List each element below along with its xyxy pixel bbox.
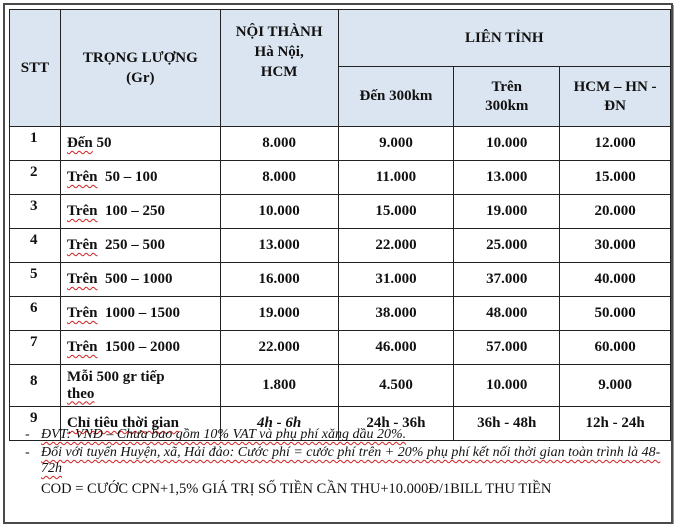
row-weight-word: Trên <box>66 271 98 287</box>
row-number: 8 <box>10 365 61 407</box>
row-number: 6 <box>10 297 61 331</box>
row-weight-range: 100 – 250 <box>97 203 165 219</box>
row-300km-price: 11.000 <box>338 161 454 195</box>
row-weight-word: Trên <box>66 305 98 321</box>
row-weight-line1: Mỗi 500 gr tiếp <box>66 368 165 385</box>
row-hcm-hn-dn-price: 9.000 <box>560 365 671 407</box>
price-table-frame <box>3 3 673 524</box>
row-300km-price: 31.000 <box>338 263 454 297</box>
table-row <box>10 331 671 365</box>
row-weight-range: 1000 – 1500 <box>97 305 180 321</box>
row-number: 9 <box>10 407 61 441</box>
row-over300km-price: 10.000 <box>454 365 560 407</box>
header-hcm-hn-dn-line1: HCM – HN - <box>573 78 657 95</box>
row-inner-price: 16.000 <box>220 263 338 297</box>
row-hcm-hn-dn-price: 40.000 <box>560 263 671 297</box>
header-inner-line1: NỘI THÀNH <box>235 24 323 40</box>
row-hcm-hn-dn-price: 15.000 <box>560 161 671 195</box>
row-inner-time: 4h - 6h <box>220 407 338 441</box>
row-number: 3 <box>10 195 61 229</box>
header-inter-province: LIÊN TỈNH <box>338 10 670 67</box>
row-inner-price: 13.000 <box>220 229 338 263</box>
row-weight <box>60 161 220 195</box>
row-inner-price: 22.000 <box>220 331 338 365</box>
row-300km-price: 15.000 <box>338 195 454 229</box>
row-number: 5 <box>10 263 61 297</box>
row-over300km-price: 48.000 <box>454 297 560 331</box>
header-inner-line2: Hà Nội, <box>254 44 304 60</box>
row-over300km-price: 57.000 <box>454 331 560 365</box>
row-number: 4 <box>10 229 61 263</box>
row-number: 7 <box>10 331 61 365</box>
table-row <box>10 161 671 195</box>
header-weight <box>60 10 220 127</box>
notes-section <box>19 427 669 498</box>
row-weight-range: 500 – 1000 <box>97 271 173 287</box>
row-hcm-hn-dn-price: 50.000 <box>560 297 671 331</box>
header-over-300km <box>454 67 560 127</box>
header-hcm-hn-dn <box>560 67 671 127</box>
row-weight-range: 1500 – 2000 <box>97 339 180 355</box>
row-300km-time: 24h - 36h <box>338 407 454 441</box>
table-row <box>10 297 671 331</box>
row-over300km-price: 37.000 <box>454 263 560 297</box>
row-300km-price: 38.000 <box>338 297 454 331</box>
header-over-300km-line1: Trên <box>491 78 523 95</box>
row-weight-word: Trên <box>66 203 98 219</box>
row-inner-price: 19.000 <box>220 297 338 331</box>
row-weight-word: Trên <box>66 237 98 253</box>
header-weight-line2: (Gr) <box>126 70 155 86</box>
row-number: 1 <box>10 127 61 161</box>
row-time-label-text: Chỉ tiêu thời gian <box>66 415 180 431</box>
table-row <box>10 263 671 297</box>
table-row <box>10 195 671 229</box>
row-300km-price: 22.000 <box>338 229 454 263</box>
shipping-price-table <box>9 9 671 441</box>
row-inner-price: 8.000 <box>220 161 338 195</box>
row-weight-range: 50 – 100 <box>97 169 158 185</box>
row-300km-price: 9.000 <box>338 127 454 161</box>
note-bullet: - <box>25 427 30 442</box>
row-hcm-hn-dn-price: 12.000 <box>560 127 671 161</box>
header-up-to-300km: Đến 300km <box>338 67 454 127</box>
note-bullet: - <box>25 445 30 460</box>
row-weight <box>60 263 220 297</box>
row-weight <box>60 229 220 263</box>
row-weight-range: 50 <box>92 135 112 151</box>
row-300km-price: 46.000 <box>338 331 454 365</box>
row-inner-price: 10.000 <box>220 195 338 229</box>
row-over300km-price: 19.000 <box>454 195 560 229</box>
table-row <box>10 365 671 407</box>
row-hcm-hn-dn-price: 60.000 <box>560 331 671 365</box>
row-weight-line2: theo <box>66 385 95 402</box>
table-row <box>10 229 671 263</box>
row-weight <box>60 365 220 407</box>
header-weight-line1: TRỌNG LƯỢNG <box>82 50 198 66</box>
header-stt: STT <box>10 10 61 127</box>
header-hcm-hn-dn-line2: ĐN <box>604 97 626 114</box>
header-inner-city <box>220 10 338 127</box>
row-weight-range: 250 – 500 <box>97 237 165 253</box>
note-vat <box>19 427 669 443</box>
note-remote-areas <box>19 445 669 477</box>
note-remote-areas-text: Đối với tuyến Huyện, xã, Hải đảo: Cước phí = cước phí trên + 20% phụ phí kết nối thời gian toàn trình là 48-72h <box>41 445 661 476</box>
header-inner-line3: HCM <box>260 64 298 80</box>
row-weight <box>60 127 220 161</box>
cod-formula: COD = CƯỚC CPN+1,5% GIÁ TRỊ SỐ TIỀN CẦN THU+10.000Đ/1BILL THU TIỀN <box>41 481 552 497</box>
table-row <box>10 127 671 161</box>
row-over300km-price: 25.000 <box>454 229 560 263</box>
row-weight-word: Trên <box>66 169 98 185</box>
header-over-300km-line2: 300km <box>485 97 529 114</box>
row-weight-word: Đến <box>66 135 93 151</box>
row-weight-word: Trên <box>66 339 98 355</box>
row-hcm-hn-dn-price: 30.000 <box>560 229 671 263</box>
row-weight <box>60 195 220 229</box>
row-weight <box>60 297 220 331</box>
row-inner-price: 8.000 <box>220 127 338 161</box>
row-300km-price: 4.500 <box>338 365 454 407</box>
row-number: 2 <box>10 161 61 195</box>
row-over300km-time: 36h - 48h <box>454 407 560 441</box>
row-hcm-hn-dn-time: 12h - 24h <box>560 407 671 441</box>
row-over300km-price: 13.000 <box>454 161 560 195</box>
row-hcm-hn-dn-price: 20.000 <box>560 195 671 229</box>
row-over300km-price: 10.000 <box>454 127 560 161</box>
row-weight <box>60 331 220 365</box>
row-inner-price: 1.800 <box>220 365 338 407</box>
note-vat-text: ĐVT: VNĐ – Chưa bao gồm 10% VAT và phụ phí xăng dầu 20%. <box>41 427 407 442</box>
